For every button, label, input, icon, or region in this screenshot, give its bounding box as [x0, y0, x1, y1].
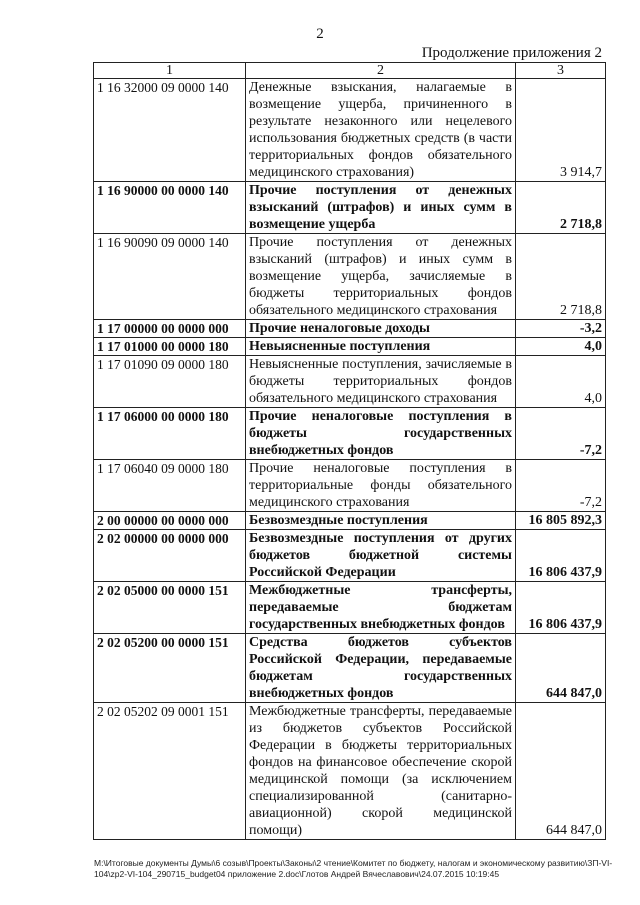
amount-cell: 644 847,0: [516, 703, 606, 840]
item-name-cell: Межбюджетные трансферты, передаваемые бюджетам государственных внебюджетных фондов: [246, 582, 516, 634]
amount-cell: 3 914,7: [516, 79, 606, 182]
budget-code-cell: 1 16 90000 00 0000 140: [94, 182, 246, 234]
table-row: [94, 634, 606, 703]
file-path-footer: М:\Итоговые документы Думы\6 созыв\Проекты\Законы\2 чтение\Комитет по бюджету, налогам и экономическому развитию\ЗП-VI-104\zp2-VI-104_290715_budget04 приложение 2.doc\Глотов Андрей Вячеславович\24.07.2015 10:19:45: [94, 858, 613, 879]
budget-code-cell: 2 00 00000 00 0000 000: [94, 512, 246, 530]
table-row: [94, 582, 606, 634]
table-row: [94, 408, 606, 460]
budget-code-cell: 2 02 05202 09 0001 151: [94, 703, 246, 840]
item-name-cell: Средства бюджетов субъектов Российской Федерации, передаваемые бюджетам государственных внебюджетных фондов: [246, 634, 516, 703]
amount-cell: 16 805 892,3: [516, 512, 606, 530]
column-header-amount: 3: [516, 63, 606, 79]
table-row: [94, 79, 606, 182]
column-header-name: 2: [246, 63, 516, 79]
amount-cell: 16 806 437,9: [516, 582, 606, 634]
amount-cell: -7,2: [516, 460, 606, 512]
amount-cell: 4,0: [516, 338, 606, 356]
amount-cell: 4,0: [516, 356, 606, 408]
item-name-cell: Прочие поступления от денежных взысканий (штрафов) и иных сумм в возмещение ущерба, зачисляемые в бюджеты территориальных фондов обязательного медицинского страхования: [246, 234, 516, 320]
item-name-cell: Межбюджетные трансферты, передаваемые из бюджетов субъектов Российской Федерации в бюджеты территориальных фондов на финансовое обеспечение скорой медицинской помощи (за исключением специализированной (санитарно-авиационной) скорой медицинской помощи): [246, 703, 516, 840]
table-row: [94, 356, 606, 408]
budget-code-cell: 1 16 32000 09 0000 140: [94, 79, 246, 182]
item-name-cell: Невыясненные поступления: [246, 338, 516, 356]
table-row: [94, 512, 606, 530]
table-row: [94, 530, 606, 582]
item-name-cell: Невыясненные поступления, зачисляемые в бюджеты территориальных фондов обязательного медицинского страхования: [246, 356, 516, 408]
column-number-row: [94, 63, 606, 79]
budget-code-cell: 1 16 90090 09 0000 140: [94, 234, 246, 320]
amount-cell: 644 847,0: [516, 634, 606, 703]
table-row: [94, 703, 606, 840]
budget-code-cell: 1 17 01090 09 0000 180: [94, 356, 246, 408]
table-row: [94, 182, 606, 234]
table-row: [94, 338, 606, 356]
item-name-cell: Денежные взыскания, налагаемые в возмещение ущерба, причиненного в результате незаконного или нецелевого использования бюджетных средств (в части территориальных фондов обязательного медицинского страхования): [246, 79, 516, 182]
amount-cell: -3,2: [516, 320, 606, 338]
amount-cell: 2 718,8: [516, 234, 606, 320]
amount-cell: -7,2: [516, 408, 606, 460]
budget-code-cell: 1 17 00000 00 0000 000: [94, 320, 246, 338]
budget-code-cell: 2 02 00000 00 0000 000: [94, 530, 246, 582]
continuation-label: Продолжение приложения 2: [421, 45, 602, 61]
column-header-code: 1: [94, 63, 246, 79]
item-name-cell: Безвозмездные поступления: [246, 512, 516, 530]
budget-table: [93, 62, 606, 840]
item-name-cell: Прочие поступления от денежных взысканий (штрафов) и иных сумм в возмещение ущерба: [246, 182, 516, 234]
amount-cell: 16 806 437,9: [516, 530, 606, 582]
budget-code-cell: 2 02 05200 00 0000 151: [94, 634, 246, 703]
page-number: 2: [316, 26, 324, 42]
table-row: [94, 320, 606, 338]
budget-code-cell: 1 17 06040 09 0000 180: [94, 460, 246, 512]
item-name-cell: Безвозмездные поступления от других бюджетов бюджетной системы Российской Федерации: [246, 530, 516, 582]
budget-code-cell: 1 17 06000 00 0000 180: [94, 408, 246, 460]
budget-code-cell: 2 02 05000 00 0000 151: [94, 582, 246, 634]
item-name-cell: Прочие неналоговые доходы: [246, 320, 516, 338]
item-name-cell: Прочие неналоговые поступления в территориальные фонды обязательного медицинского страхования: [246, 460, 516, 512]
table-row: [94, 234, 606, 320]
amount-cell: 2 718,8: [516, 182, 606, 234]
table-row: [94, 460, 606, 512]
budget-code-cell: 1 17 01000 00 0000 180: [94, 338, 246, 356]
item-name-cell: Прочие неналоговые поступления в бюджеты государственных внебюджетных фондов: [246, 408, 516, 460]
